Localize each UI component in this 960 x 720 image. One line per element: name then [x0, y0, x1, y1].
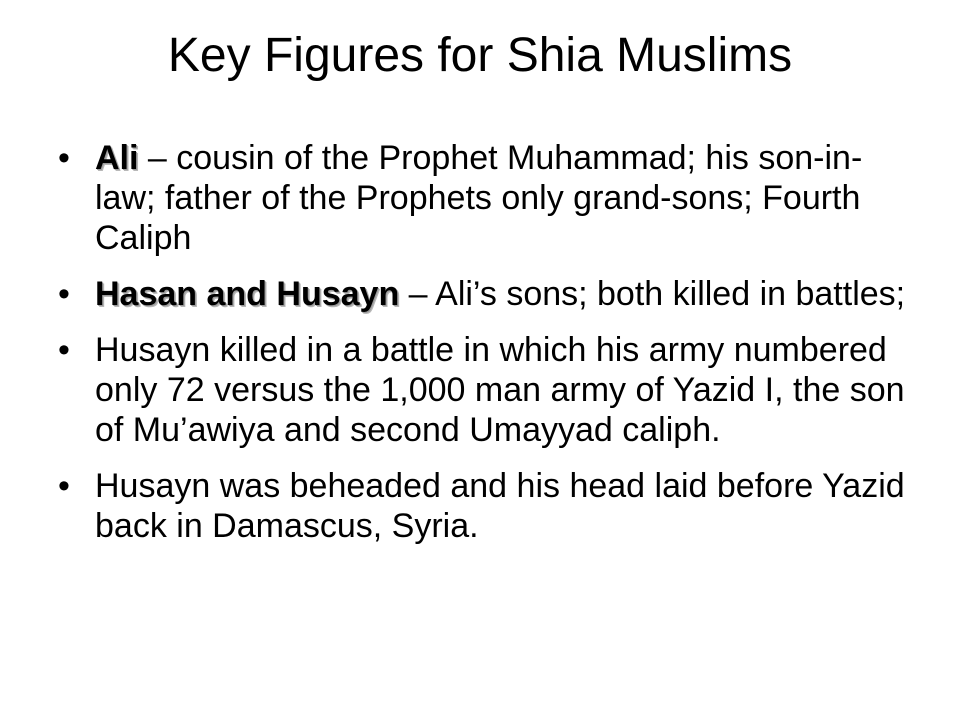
bullet-item-ali	[58, 138, 908, 258]
bullet-term: Hasan and Husayn	[95, 275, 400, 313]
bullet-text: Husayn killed in a battle in which his army numbered only 72 versus the 1,000 man army of Yazid I, the son of Mu’awiya and second Umayyad caliph.	[95, 331, 905, 449]
bullet-item-husayn-beheaded	[58, 466, 908, 546]
bullet-list	[58, 138, 908, 562]
bullet-text: – Ali’s sons; both killed in battles;	[399, 275, 906, 313]
bullet-text: Husayn was beheaded and his head laid before Yazid back in Damascus, Syria.	[95, 467, 905, 545]
bullet-icon: •	[58, 275, 70, 313]
bullet-icon: •	[58, 139, 70, 177]
bullet-icon: •	[58, 331, 70, 369]
bullet-text: – cousin of the Prophet Muhammad; his son-in-law; father of the Prophets only grand-sons; Fourth Caliph	[95, 139, 863, 257]
slide-title: Key Figures for Shia Muslims	[167, 29, 793, 82]
bullet-item-hasan-husayn	[58, 274, 908, 314]
bullet-icon: •	[58, 467, 70, 505]
bullet-term: Ali	[95, 139, 139, 177]
bullet-item-husayn-battle	[58, 330, 908, 450]
